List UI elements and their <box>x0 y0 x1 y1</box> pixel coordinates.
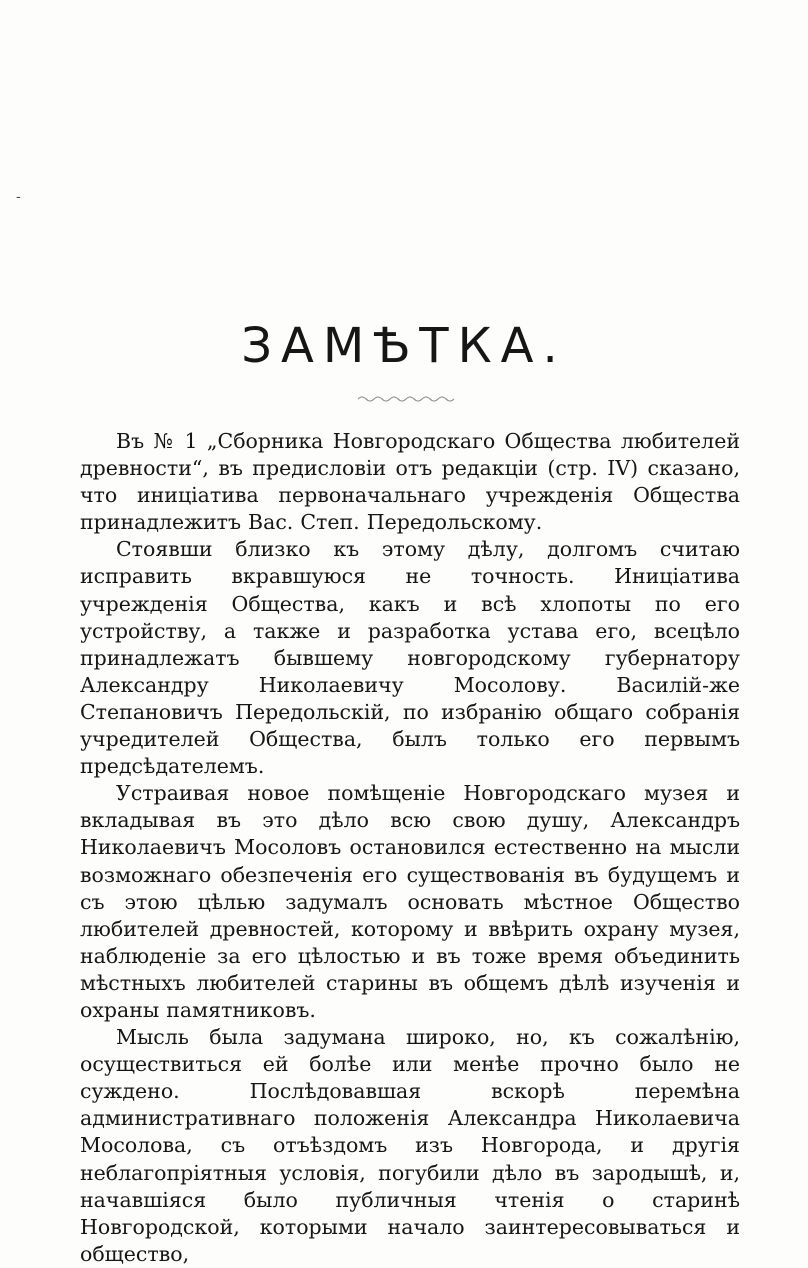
paragraph: Мысль была задумана широко, но, къ сожалѣнію, осуществиться ей болѣе или менѣе прочно было не суждено. Послѣдовавшая вскорѣ перемѣна административнаго положенія Александра Николаевича Мосолова, съ отъѣздомъ изъ Новгорода, и другія неблагопріятныя условія, погубили дѣло въ зародышѣ, и, начавшіяся было публичныя чтенія о старинѣ Новгородской, которыми начало заинтересовываться и общество, <box>80 1025 740 1266</box>
paragraph: Въ № 1 „Сборника Новгородскаго Общества любителей древности“, въ предисловіи отъ редакціи (стр. IV) сказано, что иниціатива первоначальнаго учрежденія Общества принадлежитъ Вас. Степ. Передольскому. <box>80 429 740 535</box>
paragraph: Стоявши близко къ этому дѣлу, долгомъ считаю исправить вкравшуюся не точность. Иниціатива учрежденія Общества, какъ и всѣ хлопоты по его устройству, а также и разработка устава его, всецѣло принадлежатъ бывшему новгородскому губернатору Александру Николаевичу Мосолову. Василій-же Степановичъ Передольскій, по избранію общаго собранія учредителей Общества, былъ только его первымъ предсѣдателемъ. <box>80 537 740 779</box>
paragraph: Устраивая новое помѣщеніе Новгородскаго музея и вкладывая въ это дѣло всю свою душу, Александръ Николаевичъ Мосоловъ остановился естественно на мысли возможнаго обезпеченія его существованія въ будущемъ и съ этою цѣлью задумалъ основать мѣстное Общество любителей древностей, которому и ввѣрить охрану музея, наблюденіе за его цѣлостью и въ тоже время объединить мѣстныхъ любителей старины въ общемъ дѣлѣ изученія и охраны памятниковъ. <box>80 781 740 1022</box>
title-ornament <box>356 394 456 404</box>
page-title: ЗАМѢТКА. <box>241 318 567 374</box>
body-text <box>80 428 740 1268</box>
margin-mark: - <box>16 189 21 205</box>
